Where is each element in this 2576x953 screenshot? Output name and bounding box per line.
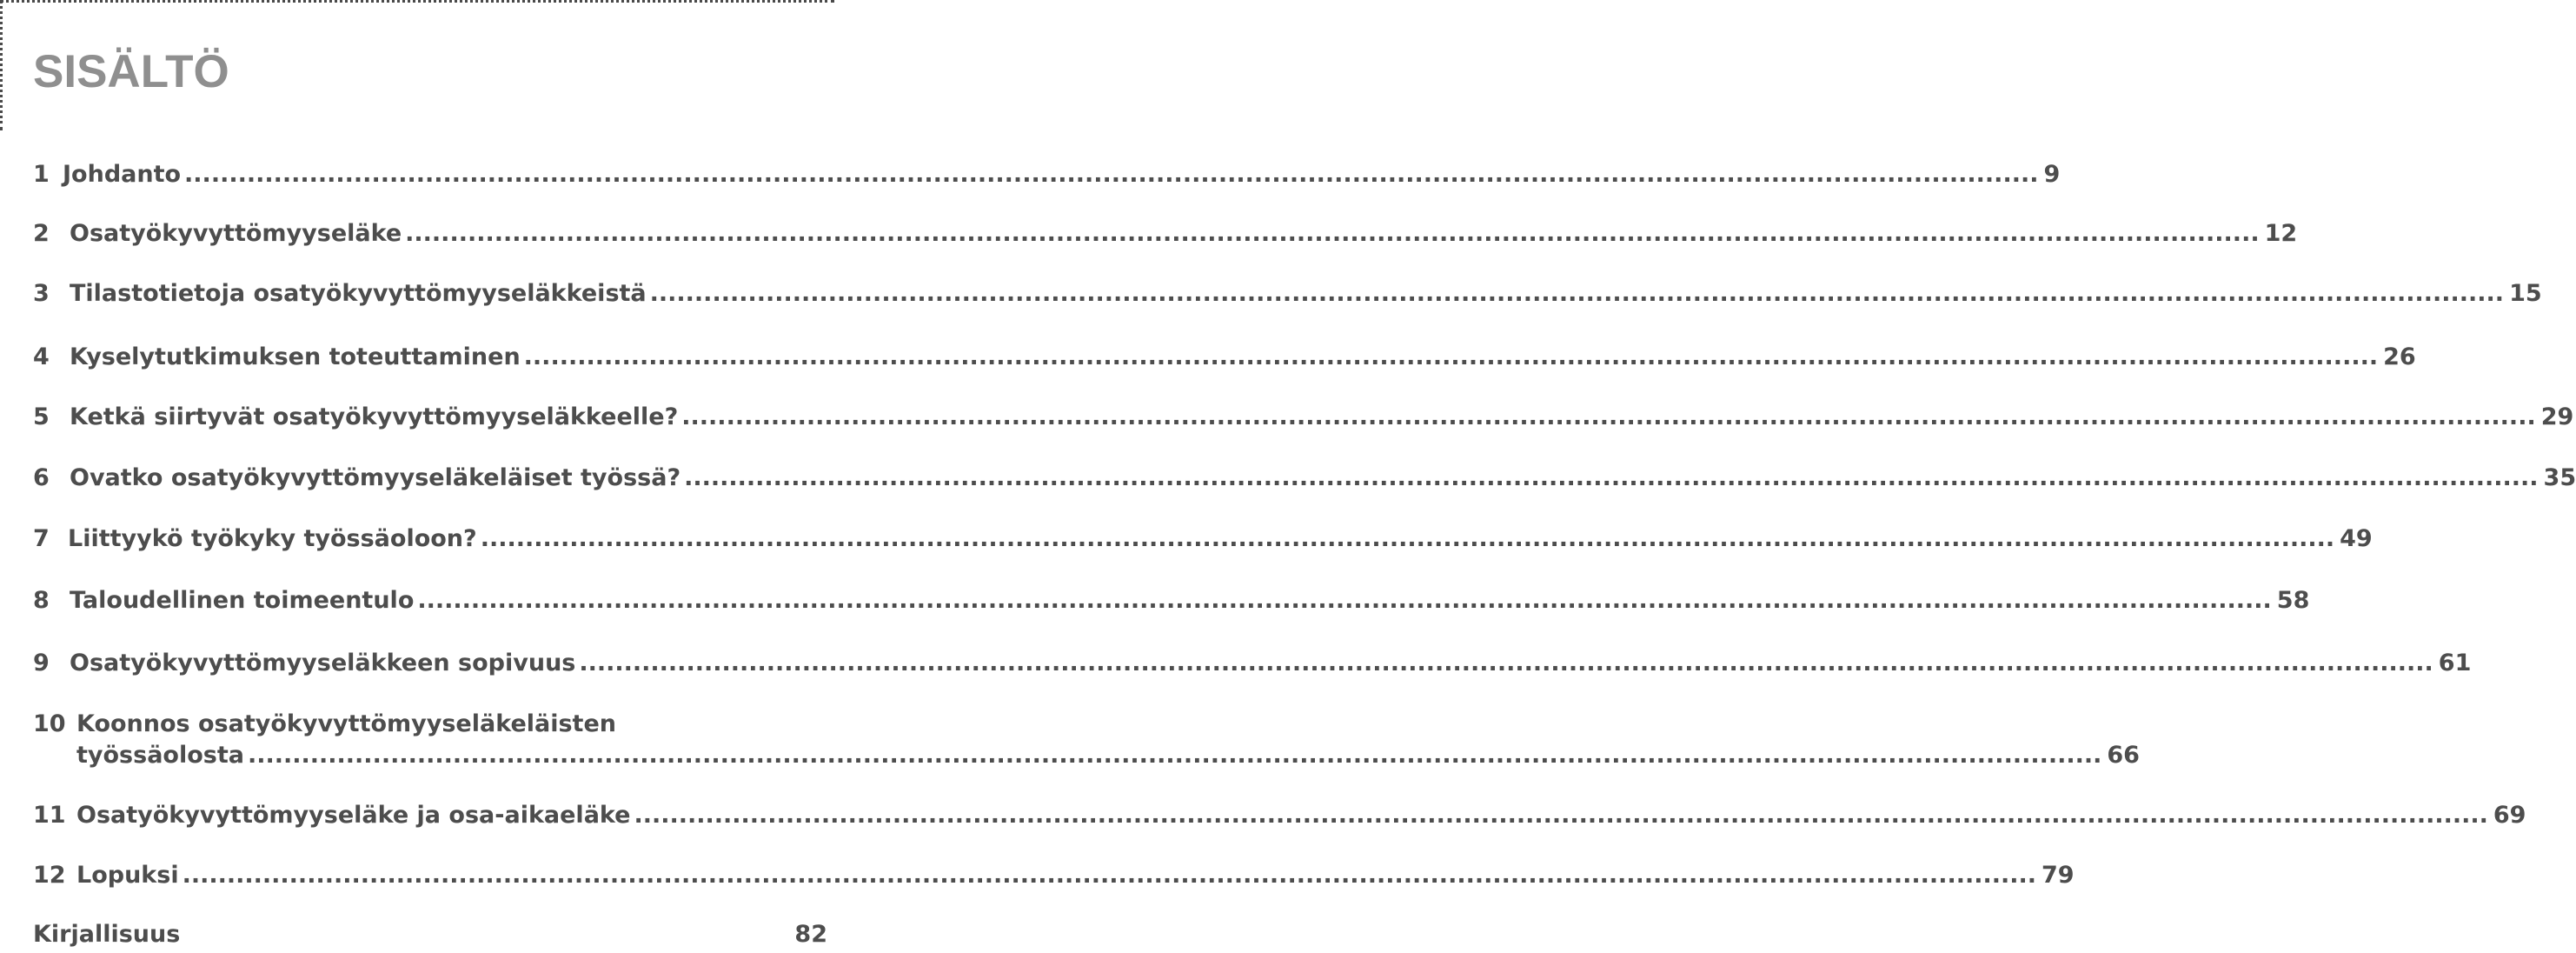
dotted-left-border [0,0,3,130]
toc-page: 26 [2383,343,2416,370]
toc-entry[interactable] [33,648,2472,679]
toc-entry[interactable] [33,159,2061,190]
toc-number: 9 [33,650,50,676]
dotted-top-border [0,0,834,3]
dot-leader [634,800,2487,831]
toc-page: 29 [2540,403,2574,430]
toc-number: 1 [33,161,50,188]
toc-title: Ovatko osatyökyvyttömyyseläkeläiset työssä? [70,464,681,491]
toc-page: 82 [794,921,827,948]
toc-entry[interactable] [33,860,2075,891]
toc-number: 10 [33,710,66,737]
dot-leader [248,740,2101,771]
toc-entry[interactable] [33,523,2373,555]
toc-title: Johdanto [63,161,182,188]
toc-entry-bibliography[interactable] [33,919,827,950]
toc-page: 69 [2493,802,2526,829]
dot-leader [405,218,2259,250]
toc-page: 12 [2264,220,2298,247]
toc-number: 8 [33,587,50,614]
toc-entry[interactable] [33,218,2298,250]
dot-leader [524,342,2378,373]
toc-page: 49 [2340,525,2373,552]
dot-leader [681,402,2535,433]
toc-number: 4 [33,343,50,370]
toc-entry[interactable] [33,278,2542,310]
dot-leader [481,523,2334,555]
toc-title: Kyselytutkimuksen toteuttaminen [70,343,521,370]
dot-leader [684,463,2538,494]
dot-leader [579,648,2433,679]
dot-leader [417,585,2271,616]
toc-number: 3 [33,280,50,307]
toc-title: Osatyökyvyttömyyseläke ja osa-aikaeläke [76,802,631,829]
page-title: SISÄLTÖ [33,46,229,97]
toc-number: 7 [33,525,50,552]
toc-title: Lopuksi [76,862,179,889]
toc-number: 5 [33,403,50,430]
toc-page: 15 [2509,280,2542,307]
toc-title: Osatyökyvyttömyyseläkkeen sopivuus [70,650,576,676]
toc-entry[interactable] [33,463,2576,494]
toc-entry[interactable] [33,585,2310,616]
toc-number: 6 [33,464,50,491]
toc-page: 9 [2043,161,2061,188]
dot-leader [183,860,2036,891]
toc-number: 11 [33,802,66,829]
toc-entry[interactable] [33,402,2574,433]
toc-title: Ketkä siirtyvät osatyökyvyttömyyseläkkeelle? [70,403,679,430]
toc-title: Liittyykö työkyky työssäoloon? [68,525,477,552]
toc-title: Osatyökyvyttömyyseläke [70,220,402,247]
dot-leader [650,278,2504,310]
toc-page: 66 [2107,742,2140,769]
toc-title: Tilastotietoja osatyökyvyttömyyseläkkeistä [70,280,647,307]
toc-title: Kirjallisuus [33,921,181,948]
toc-page: 35 [2543,464,2576,491]
dot-leader [184,159,2038,190]
toc-page: 79 [2042,862,2075,889]
toc-page: 61 [2438,650,2472,676]
toc-number: 12 [33,862,66,889]
toc-page: 58 [2276,587,2310,614]
toc-number: 2 [33,220,50,247]
toc-entry[interactable] [33,709,2140,771]
toc-title-line2: työssäolosta [76,742,244,769]
toc-title-line1: Koonnos osatyökyvyttömyyseläkeläisten [76,710,616,737]
toc-title: Taloudellinen toimeentulo [70,587,415,614]
toc-entry[interactable] [33,342,2416,373]
toc-entry[interactable] [33,800,2526,831]
